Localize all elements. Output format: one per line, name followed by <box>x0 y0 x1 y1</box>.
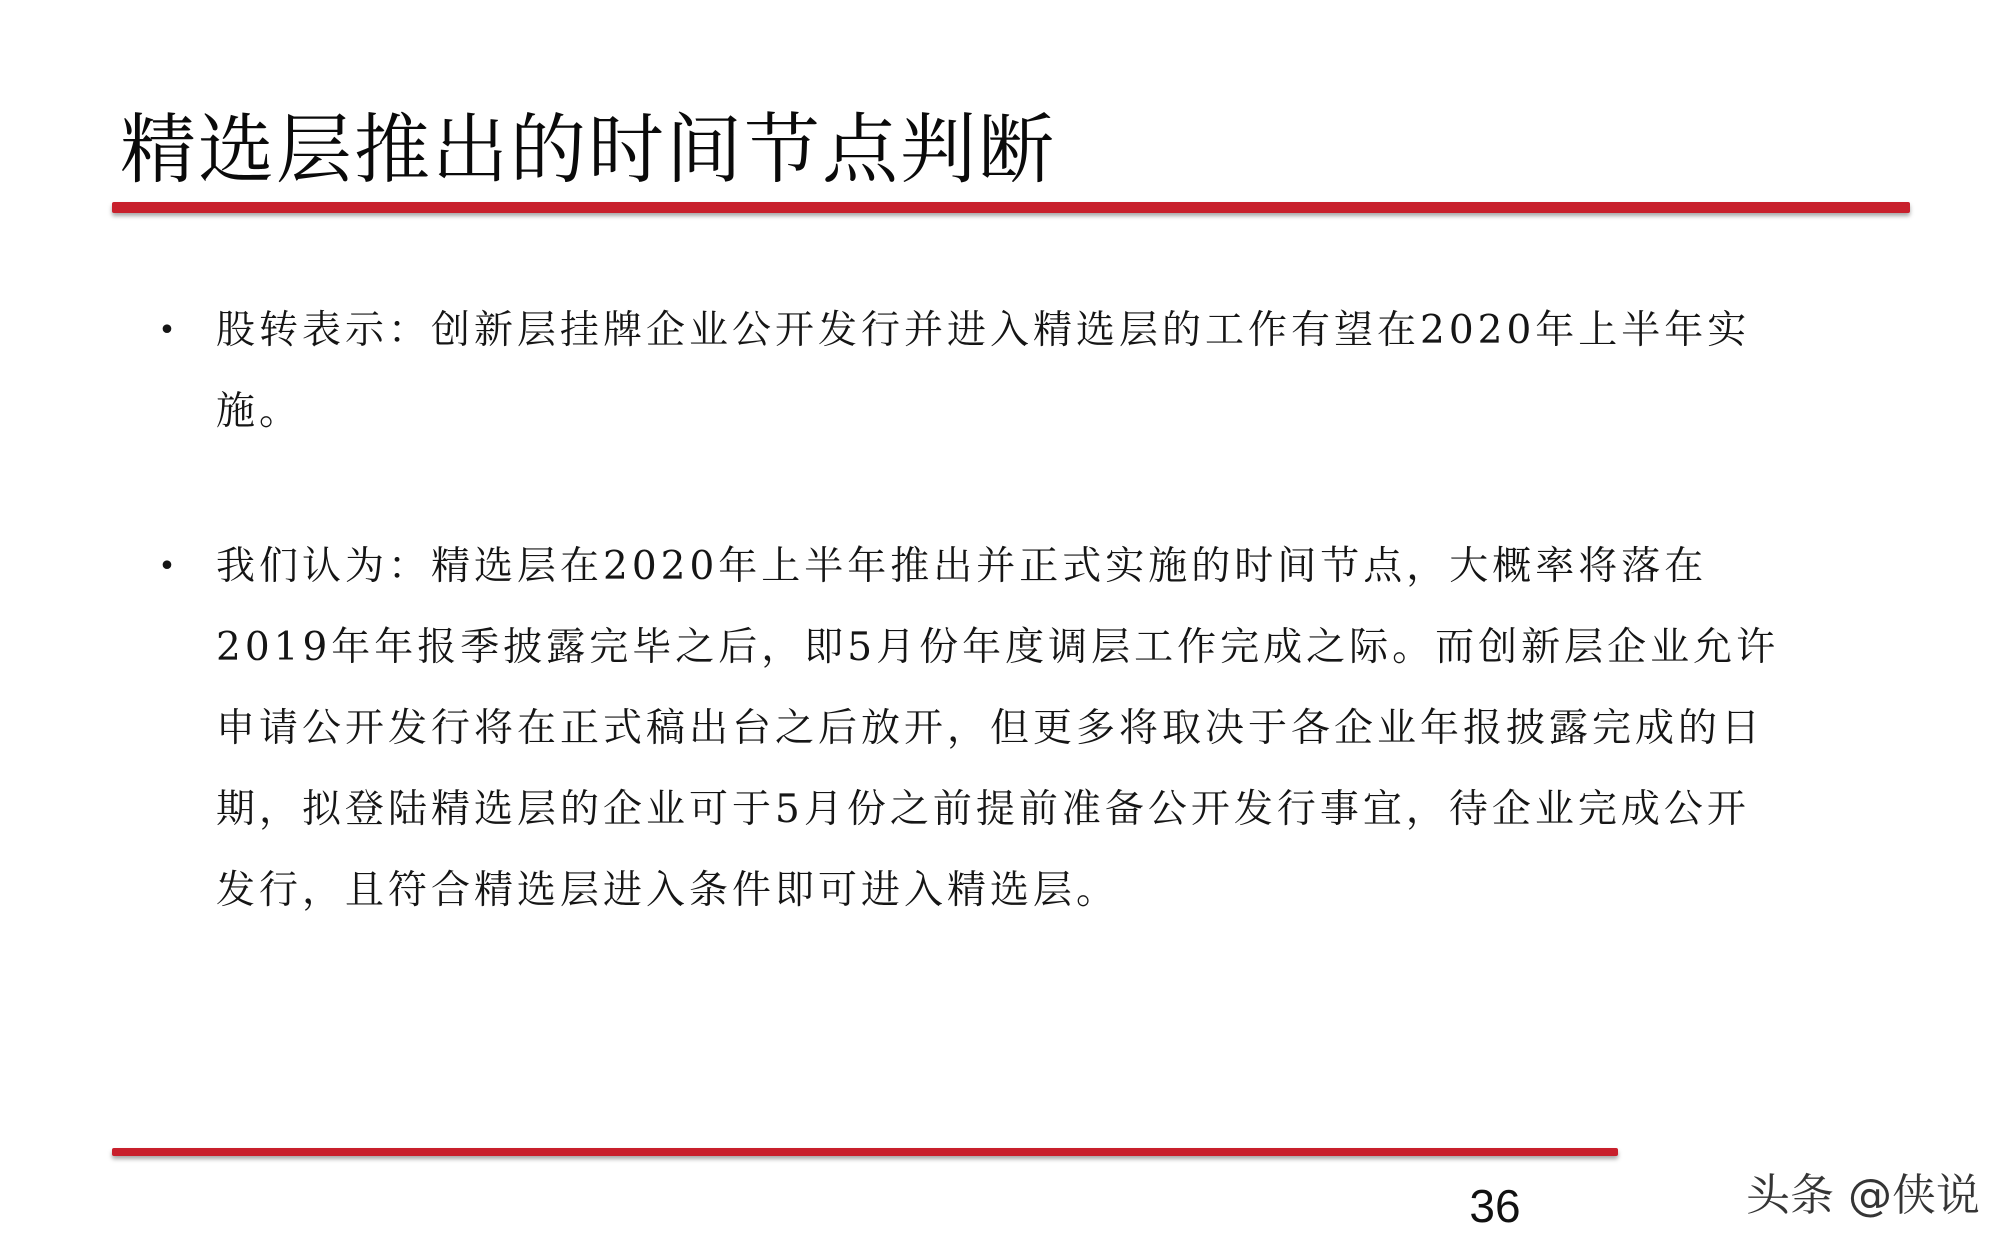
bullet-item <box>150 526 1790 931</box>
bullet-dot-icon: • <box>158 313 180 348</box>
bullet-dot-icon: • <box>158 549 180 584</box>
watermark: 头条 @侠说 <box>1746 1170 1980 1221</box>
bullet-item <box>150 290 1790 452</box>
footer-rule <box>112 1148 1618 1156</box>
page-number: 36 <box>1469 1180 1521 1232</box>
bullet-text: 股转表示：创新层挂牌企业公开发行并进入精选层的工作有望在2020年上半年实施。 <box>216 308 1751 434</box>
slide-title: 精选层推出的时间节点判断 <box>120 105 1056 194</box>
bullet-text: 我们认为：精选层在2020年上半年推出并正式实施的时间节点，大概率将落在2019年年报季披露完毕之后，即5月份年度调层工作完成之际。而创新层企业允许申请公开发行将在正式稿出台之后放开，但更多将取决于各企业年报披露完成的日期，拟登陆精选层的企业可于5月份之前提前准备公开发行事宜，待企业完成公开发行，且符合精选层进入条件即可进入精选层。 <box>216 544 1780 913</box>
bullet-list <box>150 290 1790 931</box>
title-underline-rule <box>112 202 1910 213</box>
